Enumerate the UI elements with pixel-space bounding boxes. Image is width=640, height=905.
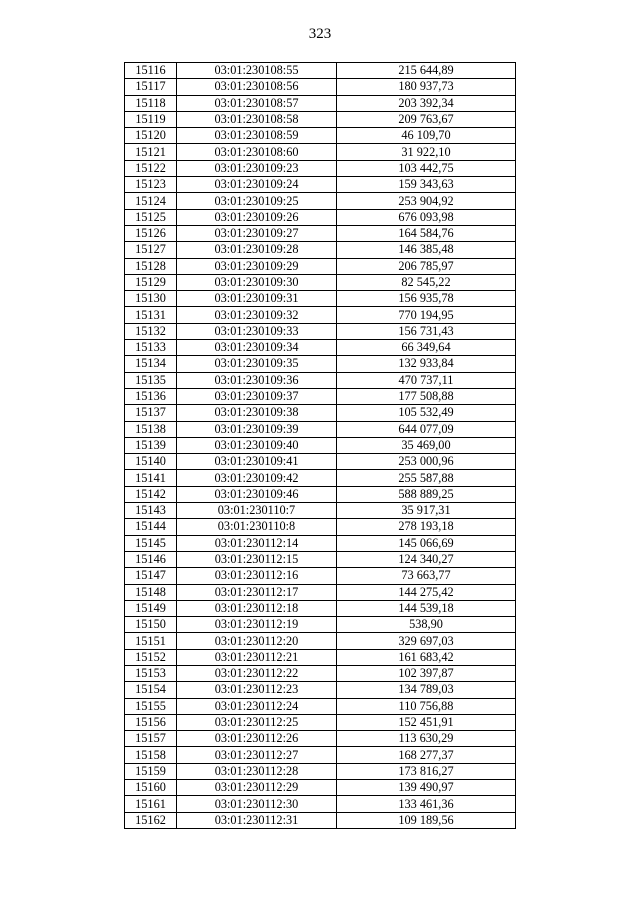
cadastral-number-cell: 03:01:230109:24: [177, 177, 337, 193]
cadastral-number-cell: 03:01:230109:40: [177, 437, 337, 453]
row-number-cell: 15155: [125, 698, 177, 714]
table-row: [125, 796, 516, 812]
table-row: [125, 372, 516, 388]
cadastral-value-table: [124, 62, 516, 829]
cadastral-number-cell: 03:01:230112:18: [177, 600, 337, 616]
table-row: [125, 177, 516, 193]
value-cell: 139 490,97: [337, 780, 516, 796]
table-row: [125, 780, 516, 796]
table-row: [125, 503, 516, 519]
cadastral-number-cell: 03:01:230108:57: [177, 95, 337, 111]
table-row: [125, 731, 516, 747]
value-cell: 145 066,69: [337, 535, 516, 551]
table-row: [125, 111, 516, 127]
table-row: [125, 388, 516, 404]
cadastral-number-cell: 03:01:230109:46: [177, 486, 337, 502]
value-cell: 161 683,42: [337, 649, 516, 665]
row-number-cell: 15156: [125, 714, 177, 730]
cadastral-number-cell: 03:01:230109:23: [177, 160, 337, 176]
value-cell: 82 545,22: [337, 274, 516, 290]
cadastral-number-cell: 03:01:230112:23: [177, 682, 337, 698]
value-cell: 329 697,03: [337, 633, 516, 649]
row-number-cell: 15141: [125, 470, 177, 486]
value-cell: 253 904,92: [337, 193, 516, 209]
cadastral-number-cell: 03:01:230108:60: [177, 144, 337, 160]
value-cell: 35 917,31: [337, 503, 516, 519]
row-number-cell: 15148: [125, 584, 177, 600]
cadastral-number-cell: 03:01:230112:22: [177, 665, 337, 681]
table-row: [125, 617, 516, 633]
value-cell: 102 397,87: [337, 665, 516, 681]
cadastral-number-cell: 03:01:230109:30: [177, 274, 337, 290]
table-row: [125, 128, 516, 144]
cadastral-number-cell: 03:01:230109:37: [177, 388, 337, 404]
value-cell: 770 194,95: [337, 307, 516, 323]
table-body: [125, 63, 516, 829]
row-number-cell: 15139: [125, 437, 177, 453]
cadastral-number-cell: 03:01:230109:32: [177, 307, 337, 323]
row-number-cell: 15162: [125, 812, 177, 828]
cadastral-number-cell: 03:01:230109:26: [177, 209, 337, 225]
cadastral-number-cell: 03:01:230109:42: [177, 470, 337, 486]
cadastral-number-cell: 03:01:230110:8: [177, 519, 337, 535]
row-number-cell: 15120: [125, 128, 177, 144]
table-row: [125, 698, 516, 714]
row-number-cell: 15149: [125, 600, 177, 616]
table-row: [125, 714, 516, 730]
row-number-cell: 15123: [125, 177, 177, 193]
value-cell: 144 539,18: [337, 600, 516, 616]
value-cell: 156 731,43: [337, 323, 516, 339]
table-row: [125, 63, 516, 79]
value-cell: 133 461,36: [337, 796, 516, 812]
value-cell: 66 349,64: [337, 340, 516, 356]
row-number-cell: 15138: [125, 421, 177, 437]
row-number-cell: 15116: [125, 63, 177, 79]
row-number-cell: 15122: [125, 160, 177, 176]
cadastral-number-cell: 03:01:230112:30: [177, 796, 337, 812]
table-row: [125, 144, 516, 160]
cadastral-number-cell: 03:01:230112:15: [177, 551, 337, 567]
table-row: [125, 600, 516, 616]
cadastral-number-cell: 03:01:230108:55: [177, 63, 337, 79]
row-number-cell: 15160: [125, 780, 177, 796]
value-cell: 73 663,77: [337, 568, 516, 584]
table-row: [125, 405, 516, 421]
row-number-cell: 15151: [125, 633, 177, 649]
row-number-cell: 15158: [125, 747, 177, 763]
row-number-cell: 15150: [125, 617, 177, 633]
value-cell: 132 933,84: [337, 356, 516, 372]
cadastral-number-cell: 03:01:230109:31: [177, 291, 337, 307]
row-number-cell: 15136: [125, 388, 177, 404]
row-number-cell: 15161: [125, 796, 177, 812]
value-cell: 156 935,78: [337, 291, 516, 307]
cadastral-number-cell: 03:01:230110:7: [177, 503, 337, 519]
cadastral-number-cell: 03:01:230112:31: [177, 812, 337, 828]
cadastral-number-cell: 03:01:230109:27: [177, 225, 337, 241]
row-number-cell: 15117: [125, 79, 177, 95]
value-cell: 103 442,75: [337, 160, 516, 176]
table-row: [125, 486, 516, 502]
value-cell: 470 737,11: [337, 372, 516, 388]
cadastral-number-cell: 03:01:230109:33: [177, 323, 337, 339]
cadastral-number-cell: 03:01:230108:56: [177, 79, 337, 95]
cadastral-number-cell: 03:01:230109:35: [177, 356, 337, 372]
table-row: [125, 160, 516, 176]
value-cell: 46 109,70: [337, 128, 516, 144]
cadastral-number-cell: 03:01:230109:38: [177, 405, 337, 421]
row-number-cell: 15140: [125, 454, 177, 470]
table-row: [125, 584, 516, 600]
cadastral-number-cell: 03:01:230108:59: [177, 128, 337, 144]
cadastral-number-cell: 03:01:230109:39: [177, 421, 337, 437]
cadastral-number-cell: 03:01:230109:41: [177, 454, 337, 470]
table-row: [125, 193, 516, 209]
value-cell: 144 275,42: [337, 584, 516, 600]
value-cell: 164 584,76: [337, 225, 516, 241]
table-row: [125, 454, 516, 470]
value-cell: 644 077,09: [337, 421, 516, 437]
cadastral-number-cell: 03:01:230109:29: [177, 258, 337, 274]
cadastral-number-cell: 03:01:230109:28: [177, 242, 337, 258]
cadastral-number-cell: 03:01:230112:26: [177, 731, 337, 747]
page-number: 323: [308, 26, 332, 42]
table-row: [125, 79, 516, 95]
cadastral-number-cell: 03:01:230109:36: [177, 372, 337, 388]
cadastral-number-cell: 03:01:230112:20: [177, 633, 337, 649]
value-cell: 206 785,97: [337, 258, 516, 274]
table-row: [125, 291, 516, 307]
row-number-cell: 15119: [125, 111, 177, 127]
table-row: [125, 225, 516, 241]
cadastral-number-cell: 03:01:230112:16: [177, 568, 337, 584]
table-row: [125, 95, 516, 111]
value-cell: 209 763,67: [337, 111, 516, 127]
value-cell: 152 451,91: [337, 714, 516, 730]
row-number-cell: 15142: [125, 486, 177, 502]
row-number-cell: 15153: [125, 665, 177, 681]
cadastral-number-cell: 03:01:230112:28: [177, 763, 337, 779]
table-row: [125, 274, 516, 290]
row-number-cell: 15145: [125, 535, 177, 551]
value-cell: 134 789,03: [337, 682, 516, 698]
cadastral-number-cell: 03:01:230112:21: [177, 649, 337, 665]
row-number-cell: 15128: [125, 258, 177, 274]
table-row: [125, 437, 516, 453]
value-cell: 110 756,88: [337, 698, 516, 714]
value-cell: 215 644,89: [337, 63, 516, 79]
row-number-cell: 15157: [125, 731, 177, 747]
table-row: [125, 551, 516, 567]
table-row: [125, 340, 516, 356]
value-cell: 177 508,88: [337, 388, 516, 404]
row-number-cell: 15125: [125, 209, 177, 225]
table-row: [125, 242, 516, 258]
table-row: [125, 812, 516, 828]
table-row: [125, 682, 516, 698]
row-number-cell: 15137: [125, 405, 177, 421]
row-number-cell: 15127: [125, 242, 177, 258]
row-number-cell: 15129: [125, 274, 177, 290]
table-row: [125, 665, 516, 681]
cadastral-number-cell: 03:01:230112:25: [177, 714, 337, 730]
value-cell: 173 816,27: [337, 763, 516, 779]
table-row: [125, 763, 516, 779]
value-cell: 255 587,88: [337, 470, 516, 486]
table-row: [125, 649, 516, 665]
cadastral-number-cell: 03:01:230112:17: [177, 584, 337, 600]
value-cell: 538,90: [337, 617, 516, 633]
row-number-cell: 15154: [125, 682, 177, 698]
value-cell: 109 189,56: [337, 812, 516, 828]
value-cell: 278 193,18: [337, 519, 516, 535]
table-row: [125, 470, 516, 486]
row-number-cell: 15146: [125, 551, 177, 567]
value-cell: 676 093,98: [337, 209, 516, 225]
table-row: [125, 747, 516, 763]
row-number-cell: 15131: [125, 307, 177, 323]
value-cell: 588 889,25: [337, 486, 516, 502]
value-cell: 180 937,73: [337, 79, 516, 95]
table-row: [125, 568, 516, 584]
table-row: [125, 633, 516, 649]
value-cell: 35 469,00: [337, 437, 516, 453]
value-cell: 105 532,49: [337, 405, 516, 421]
row-number-cell: 15124: [125, 193, 177, 209]
row-number-cell: 15132: [125, 323, 177, 339]
value-cell: 113 630,29: [337, 731, 516, 747]
table-row: [125, 209, 516, 225]
table-row: [125, 519, 516, 535]
table-row: [125, 307, 516, 323]
row-number-cell: 15126: [125, 225, 177, 241]
value-cell: 253 000,96: [337, 454, 516, 470]
value-cell: 31 922,10: [337, 144, 516, 160]
table-row: [125, 421, 516, 437]
value-cell: 124 340,27: [337, 551, 516, 567]
row-number-cell: 15144: [125, 519, 177, 535]
table-row: [125, 258, 516, 274]
cadastral-number-cell: 03:01:230112:19: [177, 617, 337, 633]
table-row: [125, 535, 516, 551]
row-number-cell: 15133: [125, 340, 177, 356]
row-number-cell: 15143: [125, 503, 177, 519]
cadastral-number-cell: 03:01:230112:24: [177, 698, 337, 714]
cadastral-number-cell: 03:01:230112:27: [177, 747, 337, 763]
value-cell: 159 343,63: [337, 177, 516, 193]
row-number-cell: 15121: [125, 144, 177, 160]
row-number-cell: 15152: [125, 649, 177, 665]
row-number-cell: 15147: [125, 568, 177, 584]
table-row: [125, 323, 516, 339]
value-cell: 168 277,37: [337, 747, 516, 763]
cadastral-number-cell: 03:01:230109:25: [177, 193, 337, 209]
value-cell: 146 385,48: [337, 242, 516, 258]
row-number-cell: 15130: [125, 291, 177, 307]
cadastral-number-cell: 03:01:230112:14: [177, 535, 337, 551]
row-number-cell: 15135: [125, 372, 177, 388]
cadastral-number-cell: 03:01:230108:58: [177, 111, 337, 127]
row-number-cell: 15118: [125, 95, 177, 111]
cadastral-number-cell: 03:01:230109:34: [177, 340, 337, 356]
row-number-cell: 15159: [125, 763, 177, 779]
table-row: [125, 356, 516, 372]
row-number-cell: 15134: [125, 356, 177, 372]
cadastral-number-cell: 03:01:230112:29: [177, 780, 337, 796]
value-cell: 203 392,34: [337, 95, 516, 111]
